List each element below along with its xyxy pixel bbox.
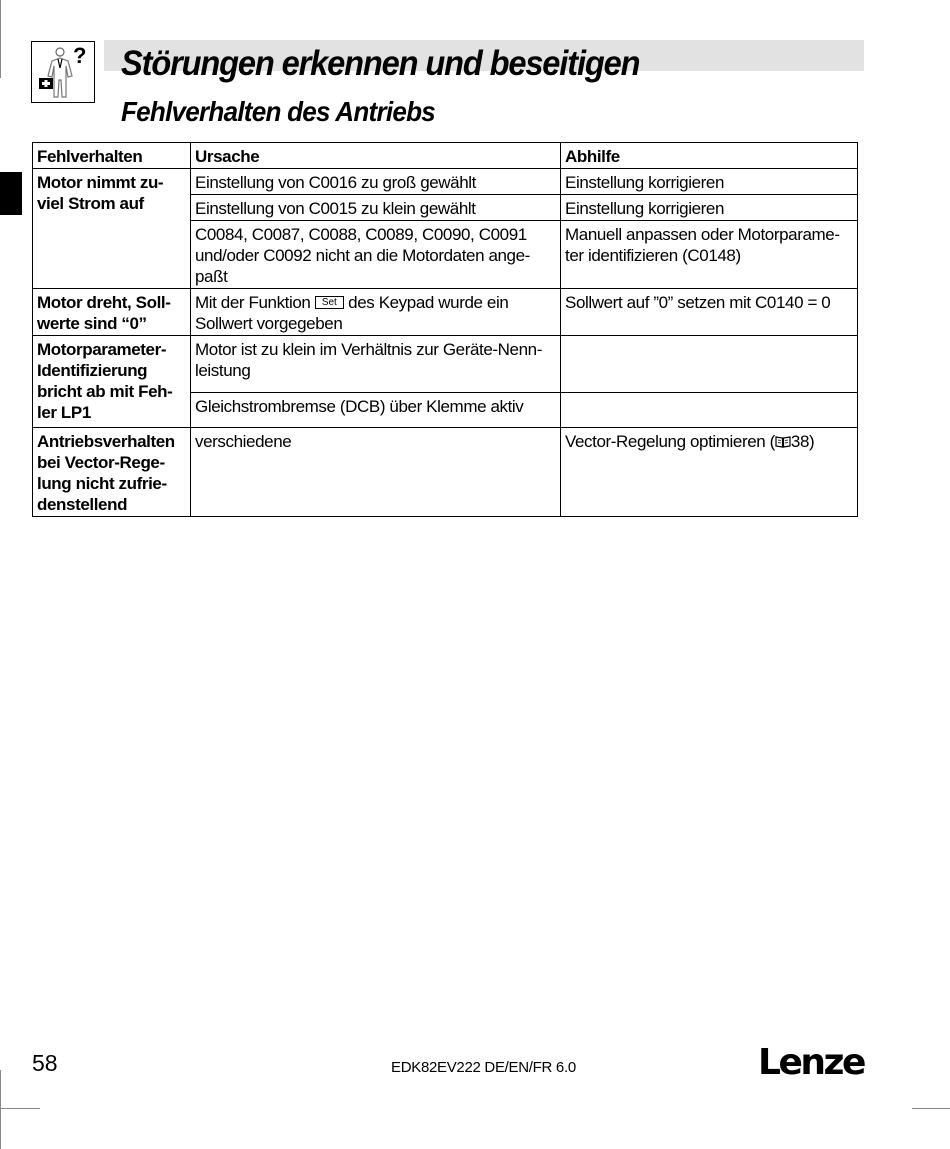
remedy-text: Vector-Regelung optimieren ( — [565, 432, 775, 451]
cause-cell: verschiedene — [191, 428, 561, 517]
remedy-cell: Sollwert auf ”0” setzen mit C0140 = 0 — [561, 289, 858, 336]
lenze-logo: Lenze — [758, 1042, 864, 1083]
cause-cell: Einstellung von C0016 zu groß gewählt — [191, 169, 561, 195]
svg-text:?: ? — [73, 43, 87, 68]
remedy-cell — [561, 393, 858, 428]
crop-mark — [0, 1108, 40, 1109]
cause-text-pre: Mit der Funktion — [195, 293, 311, 312]
document-code: EDK82EV222 DE/EN/FR 6.0 — [391, 1059, 576, 1076]
remedy-cell: Manuell anpassen oder Motorparame-ter identifizieren (C0148) — [561, 221, 858, 289]
remedy-cell: Einstellung korrigieren — [561, 169, 858, 195]
symptom-cell — [33, 169, 191, 289]
remedy-cell — [561, 428, 858, 517]
table-row — [33, 336, 858, 393]
symptom-cell: Motorparameter-Identifizierung bricht ab mit Feh-ler LP1 — [33, 336, 191, 428]
column-header-symptom: Fehlverhalten — [33, 143, 191, 169]
troubleshooting-person-icon — [31, 41, 95, 103]
symptom-cell: Antriebsverhalten bei Vector-Rege-lung nicht zufrie-denstellend — [33, 428, 191, 517]
remedy-cell — [561, 336, 858, 393]
crop-mark — [0, 0, 1, 78]
fault-table — [32, 142, 858, 517]
page-title: Störungen erkennen und beseitigen — [121, 44, 640, 83]
column-header-cause: Ursache — [191, 143, 561, 169]
table-row — [33, 428, 858, 517]
chapter-tab-marker — [0, 172, 22, 215]
symptom-cell: Motor dreht, Soll-werte sind “0” — [33, 289, 191, 336]
page-number: 58 — [32, 1050, 58, 1076]
cause-cell: Einstellung von C0015 zu klein gewählt — [191, 195, 561, 221]
set-key-symbol: Set — [315, 296, 344, 309]
table-row — [33, 169, 858, 195]
table-header-row — [33, 143, 858, 169]
table-row — [33, 289, 858, 336]
crop-mark — [912, 1108, 950, 1109]
cause-text-post: des Keypad wurde ein Sollwert vorgegeben — [195, 293, 509, 333]
cause-cell — [191, 289, 561, 336]
page-reference: 38) — [790, 432, 815, 451]
cause-cell: Motor ist zu klein im Verhältnis zur Geräte-Nenn-leistung — [191, 336, 561, 393]
column-header-remedy: Abhilfe — [561, 143, 858, 169]
crop-mark — [0, 1070, 1, 1149]
cause-cell: C0084, C0087, C0088, C0089, C0090, C0091 und/oder C0092 nicht an die Motordaten ange-paßt — [191, 221, 561, 289]
cause-cell: Gleichstrombremse (DCB) über Klemme aktiv — [191, 393, 561, 428]
section-subtitle: Fehlverhalten des Antriebs — [121, 96, 435, 127]
remedy-cell: Einstellung korrigieren — [561, 195, 858, 221]
book-reference-icon — [775, 432, 791, 451]
symptom-text: Motor nimmt zu-viel Strom auf — [37, 173, 164, 213]
